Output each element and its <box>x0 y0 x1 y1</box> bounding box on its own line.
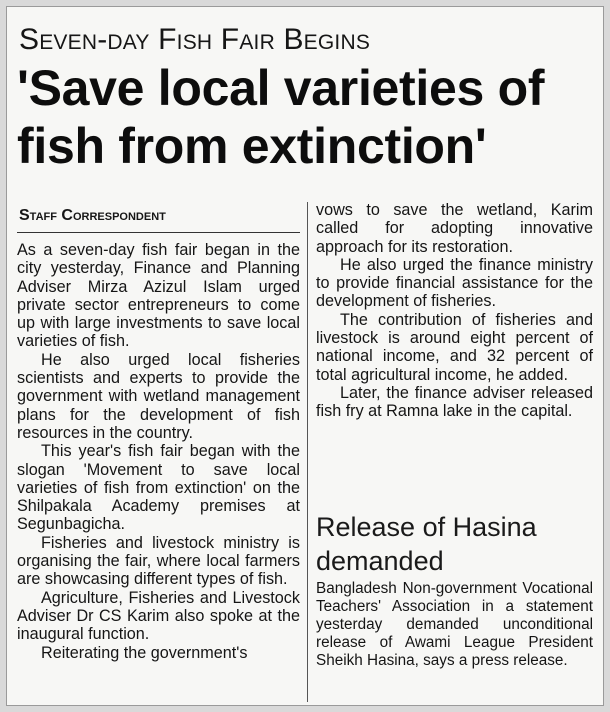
article-byline: Staff Correspondent <box>19 207 166 224</box>
paragraph: This year's fish fair began with the slogan 'Movement to save local varieties of fish from extinction' on the Shilpakala Academy premises at Segunbagicha. <box>17 442 300 534</box>
second-story-body <box>316 580 593 670</box>
byline-rule <box>17 232 300 233</box>
paragraph: As a seven-day fish fair began in the city yesterday, Finance and Planning Adviser Mirza Azizul Islam urged private sector entrepreneurs to come up with large investments to save local varieties of fish. <box>17 241 300 351</box>
article-kicker: Seven-day Fish Fair Begins <box>19 23 371 56</box>
paragraph: He also urged local fisheries scientists and experts to provide the government with wetland management plans for the development of fish resources in the country. <box>17 350 300 442</box>
paragraph: Bangladesh Non-government Vocational Teachers' Association in a statement yesterday demanded unconditional release of Awami League President Sheikh Hasina, says a press release. <box>316 580 593 669</box>
column-divider <box>307 202 308 702</box>
paragraph: Reiterating the government's <box>41 643 248 662</box>
paragraph: Later, the finance adviser released fish fry at Ramna lake in the capital. <box>316 383 593 421</box>
paragraph: Agriculture, Fisheries and Livestock Adviser Dr CS Karim also spoke at the inaugural function. <box>17 588 300 644</box>
paragraph: He also urged the finance ministry to provide financial assistance for the development of fisheries. <box>316 255 593 311</box>
article-column-right <box>316 201 593 421</box>
article-headline: 'Save local varieties of fish from extinction' <box>17 60 545 174</box>
paragraph: vows to save the wetland, Karim called for adopting innovative approach for its restoration. <box>316 201 593 256</box>
article-column-left <box>17 241 300 662</box>
paragraph: The contribution of fisheries and livestock is around eight percent of national income, and 32 percent of total agricultural income, he added. <box>316 310 593 384</box>
newspaper-clipping <box>6 6 604 706</box>
second-story-headline: Release of Hasina demanded <box>316 512 537 576</box>
paragraph: Fisheries and livestock ministry is organising the fair, where local farmers are showcasing different types of fish. <box>17 533 300 589</box>
